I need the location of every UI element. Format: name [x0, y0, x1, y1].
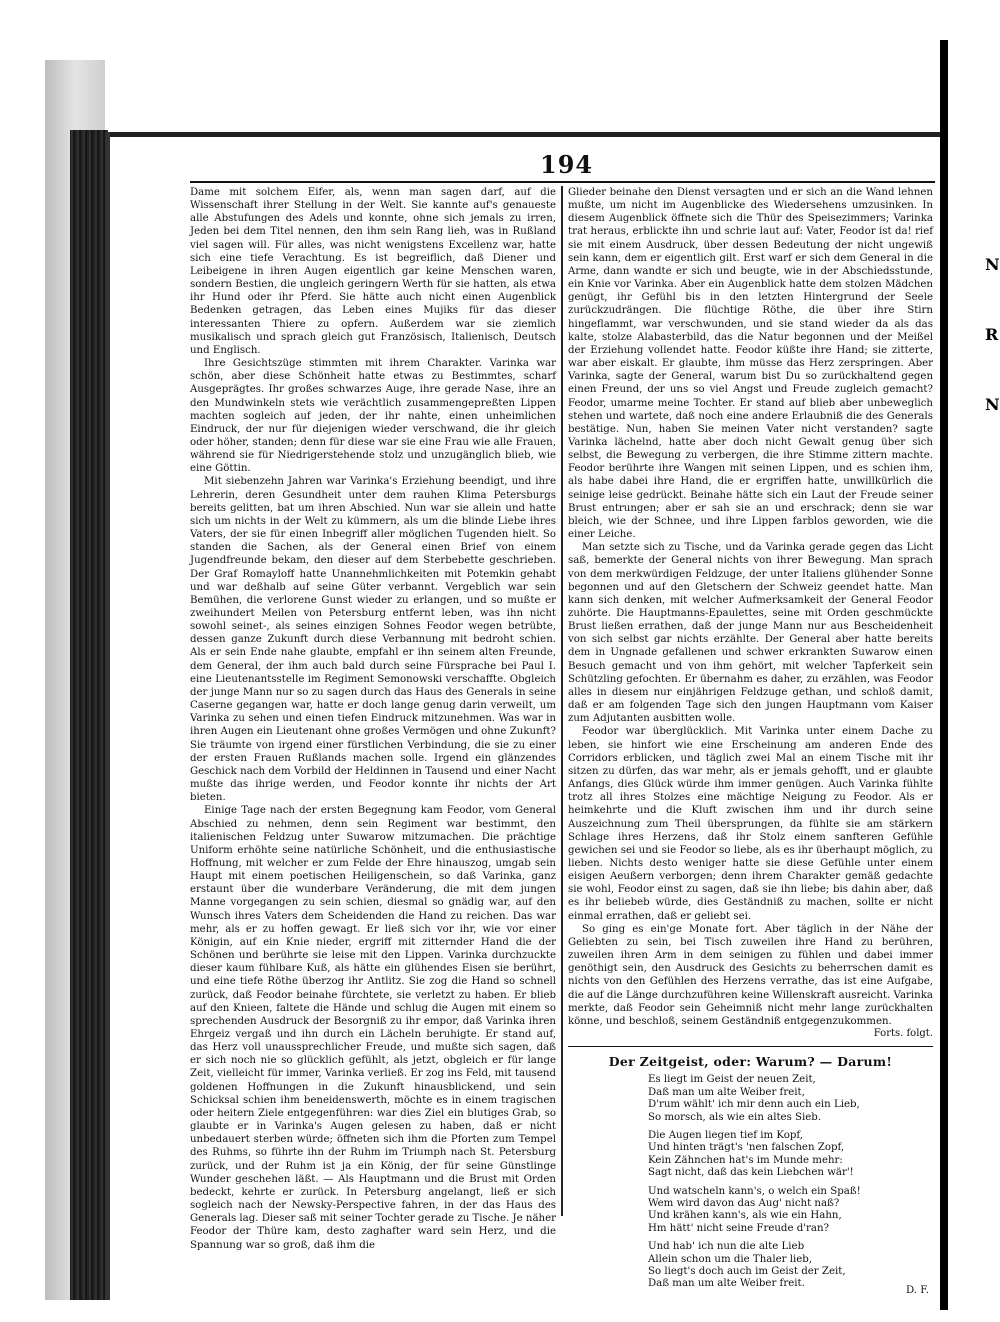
- margin-fragment: R: [985, 325, 999, 344]
- poem-line: Allein schon um die Thaler lieb,: [648, 1253, 813, 1265]
- poem-line: Und hab' ich nun die alte Lieb: [648, 1241, 805, 1253]
- page-edge-top: [105, 132, 940, 137]
- paragraph: Einige Tage nach der ersten Begegnung kam Feodor, vom General Abschied zu nehmen, denn sein Regiment war bestimmt, den italienischen Feldzug unter Suwarow mitzumachen. Die prächtige Uniform erhöhte seine natürliche Schönheit, und die enthusiastische Hoffnung, mit welcher er zum Felde der Ehre hinauszog, umgab sein Haupt mit einem poetischen Heiligenschein, so daß Varinka, ganz erstaunt über die wunderbare Veränderung, die mit dem jungen Manne vorgegangen zu sein schien, diesmal so gnädig war, auf den Wunsch ihres Vaters dem Scheidenden die Hand zu reichen. Das war mehr, als er zu hoffen gewagt. Er ließ sich vor ihr, wie vor einer Königin, auf ein Knie nieder, ergriff mit zitternder Hand die der Schönen und berührte sie leise mit den Lippen. Varinka durchzuckte dieser kaum fühlbare Kuß, als hätte ein glühendes Eisen sie berührt, und eine tiefe Röthe überzog ihr Antlitz. Sie zog die Hand so schnell zurück, daß Feodor beinahe fürchtete, sie verletzt zu haben. Er blieb auf den Knieen, faltete die Hände und schlug die Augen mit einem so sprechenden Ausdruck der Besorgniß zu ihr empor, daß Varinka ihren Ehrgeiz vergaß und ihn durch ein Lächeln beruhigte. Er stand auf, das Herz voll unaussprechlicher Freude, und mußte sich sagen, daß er sich noch nie so glücklich gefühlt, als jetzt, obgleich er für lange Zeit, vielleicht für immer, Varinka verließ. Er zog ins Feld, mit tausend goldenen Hoffnungen in die Zukunft hinausblickend, und sein Schicksal schien ihm beneidenswerth, möchte es in einem tragischen oder heitern Ziele entgegenführen: war dies Ziel ein blutiges Grab, so glaubte er in Varinka's Augen gelesen zu haben, daß er nicht unbedauert sterben würde; öffneten sich ihm die Pforten zum Tempel des Ruhms, so führte ihn der Ruhm im Triumph nach St. Petersburg zurück, und der Ruhm ist ja ein König, der für seine Günstlinge Wunder geschehen läßt. — Als Hauptmann und die Brust mit Orden bedeckt, kehrte er zurück. In Petersburg angelangt, ließ er sich sogleich nach der Newsky-Perspective fahren, in der das Haus des Generals lag. Dieser saß mit seiner Tochter gerade zu Tische. Je näher Feodor der Thüre kam, desto zaghafter ward sein Herz, und die Spannung war so groß, daß ihm die: [190, 805, 556, 1251]
- poem-signature: D. F.: [906, 1284, 929, 1296]
- paragraph: Mit siebenzehn Jahren war Varinka's Erziehung beendigt, und ihre Lehrerin, deren Gesundheit unter dem rauhen Klima Petersburgs bereits gelitten, bat um ihren Abschied. Nun war sie allein und hatte sich um nichts in der Welt zu kümmern, als um die blinde Liebe ihres Vaters, der sie für einen Inbegriff aller möglichen Tugenden hielt. So standen die Sachen, als der General einen Brief von einem Jugendfreunde bekam, den dieser auf dem Sterbebette geschrieben. Der Graf Romayloff hatte Unannehmlichkeiten mit Potemkin gehabt und war deßhalb auf seine Güter verbannt. Vergeblich war sein Bemühen, die verlorene Gunst wieder zu erlangen, und so mußte er zweihundert Meilen von Petersburg entfernt leben, was ihn nicht sowohl seinet-, als seines einzigen Sohnes Feodor wegen betrübte, dessen ganze Zukunft durch diese Verbannung mit bedroht schien. Als er sein Ende nahe glaubte, empfahl er ihn seinem alten Freunde, dem General, der ihm auch bald durch seine Fürsprache bei Paul I. eine Lieutenantsstelle im Regiment Semonowski verschaffte. Obgleich der junge Mann nur so zu sagen durch das Haus des Generals in seine Caserne gegangen war, hatte er doch lange genug darin verweilt, um Varinka zu sehen und einen tiefen Eindruck mitzunehmen. Was war in ihren Augen ein Lieutenant ohne großes Vermögen und ohne Zukunft? Sie träumte von irgend einer fürstlichen Verbindung, die sie zu einer der ersten Frauen Rußlands machen solle. Irgend ein glänzendes Geschick nach dem Vorbild der Heldinnen in Tausend und einer Nacht mußte das ihrige werden, und Feodor konnte ihr nichts der Art bieten.: [190, 476, 556, 804]
- book-binding-edge: [70, 130, 108, 1300]
- text-column-left: [190, 186, 556, 1256]
- continued-note: Forts. folgt.: [873, 1028, 933, 1039]
- poem-stanza: [648, 1074, 933, 1124]
- poem-line: Wem wird davon das Aug' nicht naß?: [648, 1197, 840, 1209]
- paragraph: Dame mit solchem Eifer, als, wenn man sagen darf, auf die Wissenschaft ihrer Stellung in der Welt. Sie kannte auf's genaueste alle Abstufungen des Adels und konnte, ohne sich jemals zu irren, Jeden bei dem Titel nennen, den ihm sein Rang lieh, was in Rußland viel sagen will. Für alles, was nicht wenigstens Excellenz war, hatte sich eine tiefe Verachtung. Es ist begreiflich, daß Diener und Leibeigene in ihren Augen eigentlich gar keine Menschen waren, sondern Bestien, die ungleich geringern Werth für sie hatten, als etwa ihr Hund oder ihr Pferd. Sie hätte auch nicht einen Augenblick Bedenken getragen, das Leben eines Mujiks für das dieser interessanten Thiere zu opfern. Außerdem war sie ziemlich musikalisch und sprach gleich gut Französisch, Italienisch, Deutsch und Englisch.: [190, 187, 556, 356]
- poem-stanza: [648, 1130, 933, 1180]
- poem-line: So liegt's doch auch im Geist der Zeit,: [648, 1266, 846, 1277]
- adjacent-page-edge: [940, 40, 948, 1310]
- paragraph: So ging es ein'ge Monate fort. Aber täglich in der Nähe der Geliebten zu sein, bei Tisch zuweilen ihre Hand zu berühren, zuweilen ihren Arm in dem seinigen zu fühlen und dabei immer genöthigt sein, den Ausdruck des Gesichts zu beherrschen damit es nichts von den Gefühlen des Herzens verrathe, das ist eine Aufgabe, die auf die Länge durchzuführen keine Willenskraft ausreicht. Varinka merkte, daß Feodor sein Geheimniß nicht mehr lange zurückhalten könne, und beschloß, seinem Geständniß entgegenzukommen.: [568, 923, 933, 1027]
- poem-line: Sagt nicht, daß das kein Liebchen wär'!: [648, 1167, 854, 1179]
- poem-stanza: [648, 1186, 933, 1236]
- poem-line: D'rum wählt' ich mir denn auch ein Lieb,: [648, 1099, 860, 1111]
- column-divider: [561, 186, 563, 1216]
- poem-line: Hm hätt' nicht seine Freude d'ran?: [648, 1222, 830, 1234]
- poem-line: So morsch, als wie ein altes Sieb.: [648, 1111, 822, 1123]
- page-edge-left: [105, 132, 110, 1300]
- page-number: 194: [540, 150, 594, 179]
- margin-fragment: N: [985, 395, 1000, 414]
- paragraph: Ihre Gesichtszüge stimmten mit ihrem Charakter. Varinka war schön, aber diese Schönheit hatte etwas zu Bestimmtes, scharf Ausgeprägtes. Ihr großes schwarzes Auge, ihre gerade Nase, ihre an den Mundwinkeln stets wie verächtlich zusammengepreßten Lippen machten sogleich auf jeden, der ihr nahte, einen unheimlichen Eindruck, der nur für diejenigen wieder verschwand, die ihr gleich oder höher, standen; denn für diese war sie eine Frau wie alle Frauen, während sie für Niedrigerstehende stolz und unzugänglich blieb, wie eine Göttin.: [190, 358, 556, 475]
- poem-line: Es liegt im Geist der neuen Zeit,: [648, 1074, 816, 1086]
- margin-fragment: N: [985, 255, 1000, 274]
- poem-line: Daß man um alte Weiber freit.: [648, 1278, 805, 1290]
- section-rule: [568, 1046, 933, 1047]
- poem-line: Die Augen liegen tief im Kopf,: [648, 1129, 804, 1141]
- paragraph: Glieder beinahe den Dienst versagten und er sich an die Wand lehnen mußte, um nicht im Augenblicke des Wiedersehens umzusinken. In diesem Augenblick öffnete sich die Thür des Speisezimmers; Varinka trat heraus, erblickte ihn und schrie laut auf: Vater, Feodor ist da! rief sie mit einem Ausdruck, über dessen Bedeutung der nicht ungewiß sein kann, dem er eigentlich gilt. Erst warf er sich dem General in die Arme, dann wandte er sich und beugte, wie in der Abschiedsstunde, ein Knie vor Varinka. Aber ein Augenblick hatte dem stolzen Mädchen genügt, ihr Gefühl bis in den letzten Hintergrund der Seele zurückzudrängen. Die flüchtige Röthe, die über ihre Stirn hingeflammt, war verschwunden, und sie stand wieder da als das kalte, stolze Alabasterbild, das die Natur begonnen und der Meißel der Erziehung vollendet hatte. Feodor küßte ihre Hand; sie zitterte, war aber eiskalt. Er glaubte, ihm müsse das Herz zerspringen. Aber Varinka, sagte der General, warum bist Du so zurückhaltend gegen einen Freund, der uns so viel Angst und Freude zugleich gemacht? Feodor, umarme meine Tochter. Er stand auf blieb aber unbeweglich stehen und wartete, daß noch eine andere Erlaubniß die des Generals bestätige. Nun, haben Sie meinen Vater nicht verstanden? sagte Varinka lächelnd, hatte aber doch nicht Gewalt genug über sich selbst, die Bewegung zu verbergen, die ihre Stimme zittern machte. Feodor berührte ihre Wangen mit seinen Lippen, und es schien ihm, als habe dabei ihre Hand, die er ergriffen hatte, unwillkürlich die seinige leise gedrückt. Beinahe hätte sich ein Laut der Freude seiner Brust entrungen; aber er sah sie an und erschrack; denn sie war bleich, wie der Schnee, und ihre Lippen farblos geworden, wie die einer Leiche.: [568, 187, 933, 541]
- poem-line: Und krähen kann's, als wie ein Hahn,: [648, 1210, 842, 1222]
- poem-line: Daß man um alte Weiber freit,: [648, 1086, 805, 1098]
- poem-line: Und watscheln kann's, o welch ein Spaß!: [648, 1185, 861, 1197]
- paragraph: Man setzte sich zu Tische, und da Varinka gerade gegen das Licht saß, bemerkte der General nichts von ihrer Bewegung. Man sprach von dem merkwürdigen Feldzuge, der unter Italiens glühender Sonne begonnen und auf den Gletschern der Schweiz geendet hatte. Man kann sich denken, mit welcher Aufmerksamkeit der General Feodor zuhörte. Die Hauptmanns-Epaulettes, seine mit Orden geschmückte Brust ließen errathen, daß der junge Mann nur aus Bescheidenheit von sich selbst gar nichts erzählte. Der General aber hatte bereits dem in Ungnade gefallenen und schwer erkrankten Suwarow einen Besuch gemacht und von ihm gehört, mit welcher Tapferkeit sein Schützling gefochten. Er übernahm es daher, zu erzählen, was Feodor alles in diesem nur einjährigen Feldzuge gethan, und schloß damit, daß er am folgenden Tage sich den jungen Hauptmann vom Kaiser zum Adjutanten ausbitten wolle.: [568, 542, 933, 725]
- adjacent-page-fragments: [985, 230, 1000, 440]
- paragraph: Feodor war überglücklich. Mit Varinka unter einem Dache zu leben, sie hinfort wie eine Erscheinung am anderen Ende des Corridors erblicken, und täglich zwei Mal an einem Tische mit ihr sitzen zu dürfen, das war mehr, als er jemals gehofft, und er glaubte Anfangs, dies Glück würde ihm immer genügen. Auch Varinka fühlte trotz all ihres Stolzes eine mächtige Neigung zu Feodor. Als er heimkehrte und die Kluft zwischen ihm und ihr durch seine Auszeichnung zum Theil übersprungen, da fühlte sie am stärkern Schlage ihres Herzens, daß ihr Stolz einem sanfteren Gefühle gewichen sei und sie Feodor so liebe, als es ihr überhaupt möglich, zu lieben. Nichts desto weniger hatte sie diese Gefühle unter einem eisigen Aeußern verborgen; denn ihrem Charakter gemäß gedachte sie wohl, Feodor einst zu sagen, daß sie ihn liebe; bis dahin aber, daß es ihr beliebeb würde, dies Geständniß zu machen, sollte er nicht einmal errathen, daß er geliebt sei.: [568, 726, 933, 922]
- header-rule: [190, 181, 935, 183]
- poem-line: Kein Zähnchen hat's im Munde mehr:: [648, 1154, 843, 1166]
- text-column-right: [568, 186, 933, 1296]
- poem-title: Der Zeitgeist, oder: Warum? — Darum!: [608, 1054, 893, 1070]
- poem-line: Und hinten trägt's 'nen falschen Zopf,: [648, 1142, 845, 1154]
